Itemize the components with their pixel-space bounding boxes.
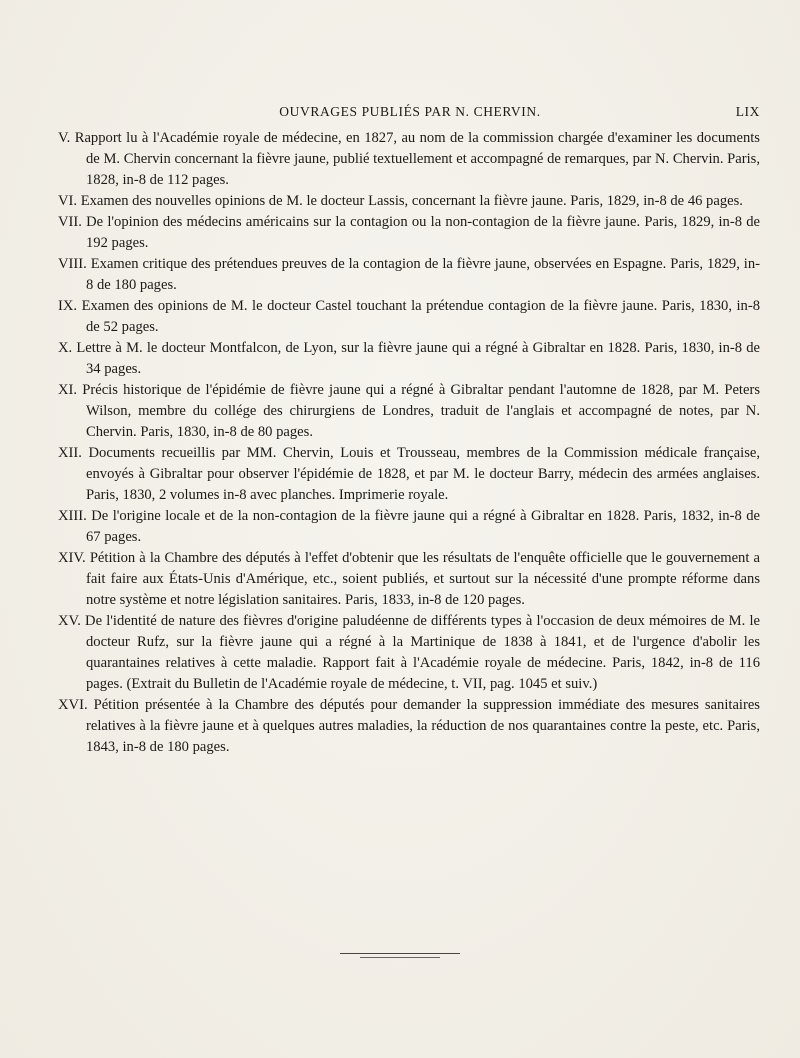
list-item	[58, 191, 760, 212]
entry-text: Lettre à M. le docteur Montfalcon, de Lyon, sur la fièvre jaune qui a régné à Gibraltar en 1828. Paris, 1830, in-8 de 34 pages.	[76, 340, 760, 377]
entry-text: Documents recueillis par MM. Chervin, Louis et Trousseau, membres de la Commission médicale française, envoyés à Gibraltar pour observer l'épidémie de 1828, et par M. le docteur Barry, médecin des armées anglaises. Paris, 1830, 2 volumes in-8 avec planches. Imprimerie royale.	[86, 445, 760, 503]
entry-number: XIII.	[58, 508, 87, 524]
list-item	[58, 212, 760, 254]
entry-text: Précis historique de l'épidémie de fièvre jaune qui a régné à Gibraltar pendant l'automne de 1828, par M. Peters Wilson, membre du collége des chirurgiens de Londres, traduit de l'anglais et accompagné de notes, par N. Chervin. Paris, 1830, in-8 de 80 pages.	[82, 382, 760, 440]
end-rule	[340, 953, 460, 954]
list-item	[58, 443, 760, 506]
entry-number: XVI.	[58, 697, 88, 713]
list-item	[58, 338, 760, 380]
entry-number: VII.	[58, 214, 82, 230]
list-item	[58, 254, 760, 296]
entry-text: Examen des nouvelles opinions de M. le docteur Lassis, concernant la fièvre jaune. Paris, 1829, in-8 de 46 pages.	[80, 193, 743, 209]
list-item	[58, 548, 760, 611]
entry-text: De l'identité de nature des fièvres d'origine paludéenne de différents types à l'occasion de deux mémoires de M. le docteur Rufz, sur la fièvre jaune qui a régné à la Martinique de 1838 à 1841, et de l'urgence d'abolir les quarantaines relatives à cette maladie. Rapport fait à l'Académie royale de médecine. Paris, 1842, in-8 de 116 pages. (Extrait du Bulletin de l'Académie royale de médecine, t. VII, pag. 1045 et suiv.)	[85, 613, 760, 692]
entry-text: Pétition à la Chambre des députés à l'effet d'obtenir que les résultats de l'enquête officielle que le gouvernement a fait faire aux États-Unis d'Amérique, etc., soient publiés, et surtout sur la nécessité d'une prompte réforme dans notre système et notre législation sanitaires. Paris, 1833, in-8 de 120 pages.	[86, 550, 760, 608]
entry-number: VIII.	[58, 256, 87, 272]
entry-number: V.	[58, 130, 71, 146]
running-head	[60, 104, 760, 126]
page-number: LIX	[735, 104, 760, 119]
list-item	[58, 380, 760, 443]
entry-number: IX.	[58, 298, 78, 314]
entry-text: Examen critique des prétendues preuves de la contagion de la fièvre jaune, observées en Espagne. Paris, 1829, in-8 de 180 pages.	[86, 256, 760, 293]
entry-number: XI.	[58, 382, 78, 398]
running-title: OUVRAGES PUBLIÉS PAR N. CHERVIN.	[279, 104, 541, 119]
entry-number: VI.	[58, 193, 78, 209]
entry-number: XIV.	[58, 550, 86, 566]
entry-text: Rapport lu à l'Académie royale de médecine, en 1827, au nom de la commission chargée d'examiner les documents de M. Chervin concernant la fièvre jaune, publié textuellement et accompagné de remarques, par N. Chervin. Paris, 1828, in-8 de 112 pages.	[74, 130, 760, 188]
entry-text: Pétition présentée à la Chambre des députés pour demander la suppression immédiate des mesures sanitaires relatives à la fièvre jaune et à quelques autres maladies, la réduction de nos quarantaines contre la peste, etc. Paris, 1843, in-8 de 180 pages.	[86, 697, 760, 755]
list-item	[58, 611, 760, 695]
publication-list	[58, 128, 760, 758]
entry-text: Examen des opinions de M. le docteur Castel touchant la prétendue contagion de la fièvre jaune. Paris, 1830, in-8 de 52 pages.	[81, 298, 760, 335]
list-item	[58, 128, 760, 191]
entry-text: De l'origine locale et de la non-contagion de la fièvre jaune qui a régné à Gibraltar en 1828. Paris, 1832, in-8 de 67 pages.	[86, 508, 760, 545]
entry-number: X.	[58, 340, 73, 356]
end-rule-short	[360, 957, 440, 958]
list-item	[58, 506, 760, 548]
list-item	[58, 695, 760, 758]
entry-text: De l'opinion des médecins américains sur la contagion ou la non-contagion de la fièvre jaune. Paris, 1829, in-8 de 192 pages.	[86, 214, 760, 251]
list-item	[58, 296, 760, 338]
entry-number: XV.	[58, 613, 81, 629]
entry-number: XII.	[58, 445, 82, 461]
